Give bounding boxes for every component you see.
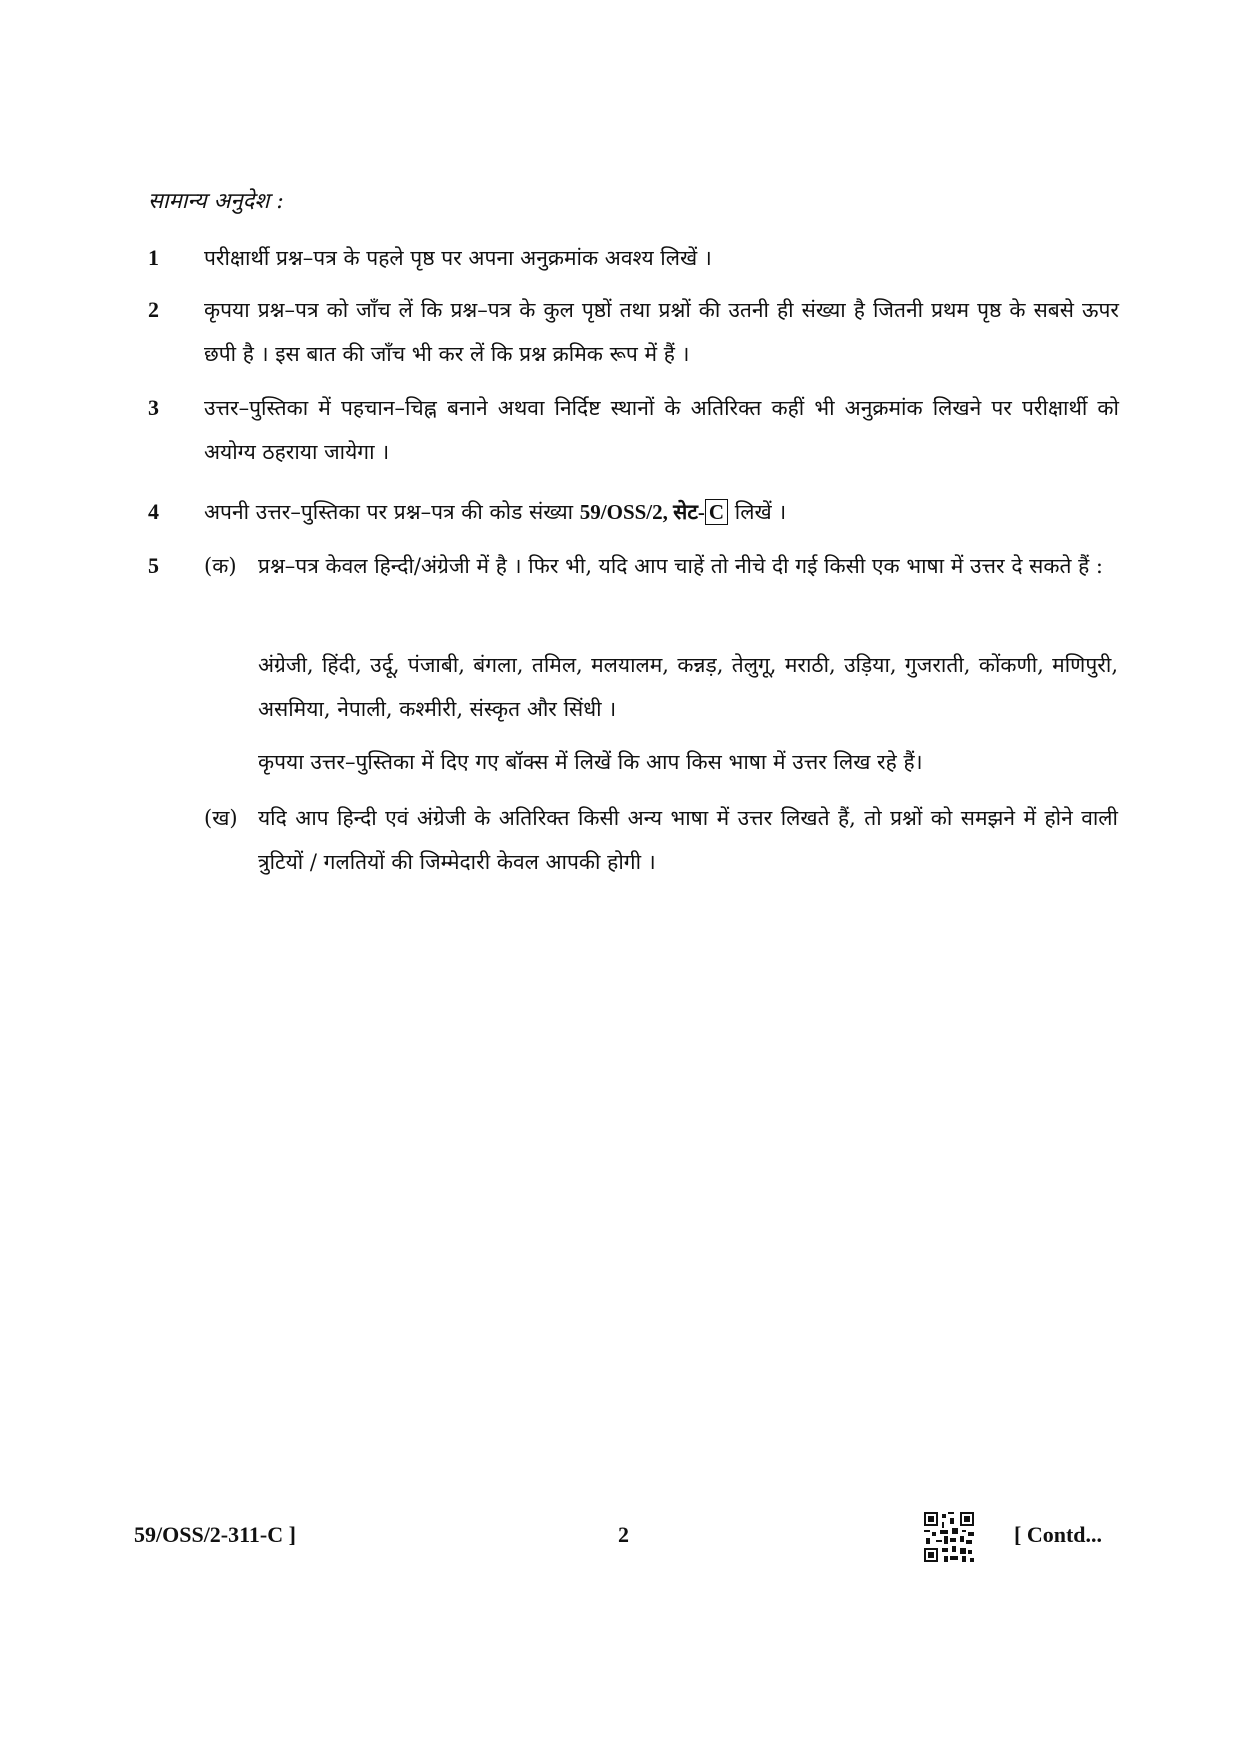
instruction-text: परीक्षार्थी प्रश्न–पत्र के पहले पृष्ठ पर अपना अनुक्रमांक अवश्य लिखें । [204, 246, 712, 270]
sub-label: (ख) [204, 806, 238, 830]
instruction-text: उत्तर–पुस्तिका में पहचान–चिह्न बनाने अथवा निर्दिष्ट स्थानों के अतिरिक्त कहीं भी अनुक्रमांक लिखने पर परीक्षार्थी को अयोग्य ठहराया जायेगा । [204, 396, 1119, 464]
qr-code-icon [924, 1512, 974, 1562]
instruction-text-after: लिखें । [728, 500, 787, 524]
instruction-number: 2 [148, 297, 159, 322]
page-number: 2 [618, 1522, 629, 1547]
sub-text: प्रश्न–पत्र केवल हिन्दी/अंग्रेजी में है । फिर भी, यदि आप चाहें तो नीचे दी गई किसी एक भाषा में उत्तर दे सकते हैं : [258, 554, 1104, 578]
instruction-text [204, 490, 1119, 534]
instruction-number: 3 [148, 395, 159, 420]
instruction-number: 5 [148, 553, 159, 578]
set-box: C [705, 499, 728, 525]
instruction-number: 4 [148, 499, 159, 524]
instruction-text-before: अपनी उत्तर–पुस्तिका पर प्रश्न–पत्र की कोड संख्या [204, 500, 580, 524]
sub-label: (क) [204, 554, 237, 578]
continued-label: [ Contd... [1014, 1522, 1103, 1547]
language-box-note: कृपया उत्तर–पुस्तिका में दिए गए बॉक्स में लिखें कि आप किस भाषा में उत्तर लिख रहे हैं। [258, 750, 923, 774]
question-paper-code: 59/OSS/2, सेट- [579, 500, 705, 524]
instruction-text: कृपया प्रश्न–पत्र को जाँच लें कि प्रश्न–पत्र के कुल पृष्ठों तथा प्रश्नों की उतनी ही संख्या है जितनी प्रथम पृष्ठ के सबसे ऊपर छपी है । इस बात की जाँच भी कर लें कि प्रश्न क्रमिक रूप में हैं । [204, 298, 1119, 366]
instruction-number: 1 [148, 245, 159, 270]
general-instructions-heading: सामान्य अनुदेश : [148, 189, 284, 214]
languages-list: अंग्रेजी, हिंदी, उर्दू, पंजाबी, बंगला, तमिल, मलयालम, कन्नड़, तेलुगू, मराठी, उड़िया, गुजराती, कोंकणी, मणिपुरी, असमिया, नेपाली, कश्मीरी, संस्कृत और सिंधी । [258, 653, 1118, 721]
sub-text: यदि आप हिन्दी एवं अंग्रेजी के अतिरिक्त किसी अन्य भाषा में उत्तर लिखते हैं, तो प्रश्नों को समझने में होने वाली त्रुटियों / गलतियों की जिम्मेदारी केवल आपकी होगी । [258, 806, 1118, 874]
footer-paper-code: 59/OSS/2-311-C ] [134, 1522, 296, 1547]
